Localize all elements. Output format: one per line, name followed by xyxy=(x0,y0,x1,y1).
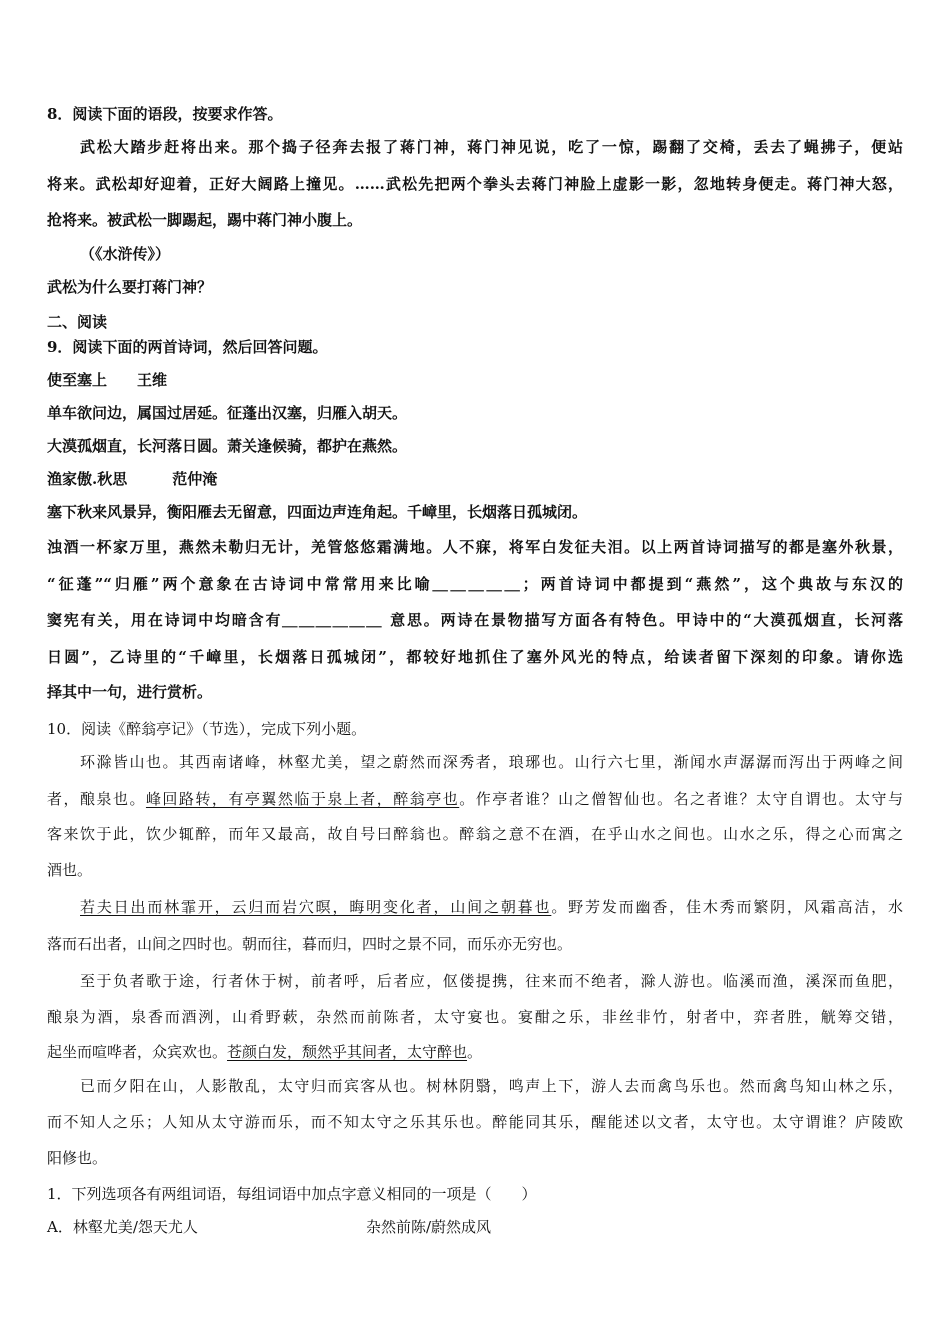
text-line xyxy=(47,277,212,297)
text-segment: 9．阅读下面的两首诗词，然后回答问题。 xyxy=(47,338,328,356)
text-line xyxy=(47,174,903,194)
text-segment: 塞下秋来风景异，衡阳雁去无留意，四面边声连角起。千嶂里，长烟落日孤城闭。 xyxy=(47,503,588,521)
text-segment: 日圆”，乙诗里的“千嶂里，长烟落日孤城闭”，都较好地抓住了塞外风光的特点，给读者留下深刻的印象。请你选 xyxy=(47,648,903,666)
text-segment: 酿泉为酒，泉香而酒洌，山肴野蔌，杂然而前陈者，太守宴也。宴酣之乐，非丝非竹，射者中，弈者胜，觥筹交错， xyxy=(47,1008,903,1026)
text-segment: （《水浒传》） xyxy=(80,245,171,263)
text-segment: 窦宪有关，用在诗词中均暗含有 xyxy=(47,611,283,629)
text-line xyxy=(47,210,362,230)
text-segment: ；两首诗词中都提到“燕然”，这个典故与东汉的 xyxy=(522,575,903,593)
text-line xyxy=(47,1112,903,1132)
text-line xyxy=(80,244,170,264)
text-segment: 杂然前陈/蔚然成风 xyxy=(366,1218,492,1236)
text-segment: 择其中一句，进行赏析。 xyxy=(47,683,213,701)
text-line xyxy=(47,610,903,630)
text-line xyxy=(47,104,282,124)
text-line xyxy=(47,789,903,809)
text-line xyxy=(80,971,903,991)
text-segment: 落而石出者，山间之四时也。朝而往，暮而归，四时之景不同，而乐亦无穷也。 xyxy=(47,935,573,953)
underlined-text: 若夫日出而林霏开，云归而岩穴暝，晦明变化者，山间之朝暮也 xyxy=(80,898,552,916)
text-segment: “征蓬”“归雁”两个意象在古诗词中常常用来比喻 xyxy=(47,575,433,593)
text-segment: 。 xyxy=(467,1043,483,1061)
text-line xyxy=(47,719,366,739)
text-segment: ＿＿＿＿＿ xyxy=(432,575,523,593)
text-line xyxy=(366,1217,491,1237)
text-segment: 将来。武松却好迎着，正好大阔路上撞见。……武松先把两个拳头去蒋门神脸上虚影一影，忽地转身便走。蒋门神大怒， xyxy=(47,175,903,193)
underlined-text: 峰回路转，有亭翼然临于泉上者，醉翁亭也 xyxy=(145,790,460,808)
text-segment: 8．阅读下面的语段，按要求作答。 xyxy=(47,105,283,123)
text-segment: 。野芳发而幽香，佳木秀而繁阴，风霜高洁，水 xyxy=(551,898,903,916)
text-segment: 浊酒一杯家万里，燕然未勒归无计，羌管悠悠霜满地。人不寐，将军白发征夫泪。以上两首诗词描写的都是塞外秋景， xyxy=(47,538,903,556)
text-line xyxy=(80,137,903,157)
text-segment: 客来饮于此，饮少辄醉，而年又最高，故自号曰醉翁也。醉翁之意不在酒，在乎山水之间也。山水之乐，得之心而寓之 xyxy=(47,825,903,843)
text-line xyxy=(47,860,92,880)
text-line xyxy=(80,752,903,772)
text-segment: 抢将来。被武松一脚踢起，踢中蒋门神小腹上。 xyxy=(47,211,363,229)
text-line xyxy=(47,934,572,954)
text-segment: 起坐而喧哗者，众宾欢也。 xyxy=(47,1043,228,1061)
section-heading: 二、阅读 xyxy=(47,313,108,331)
text-line xyxy=(47,682,212,702)
text-segment: 至于负者歌于途，行者休于树，前者呼，后者应，伛偻提携，往来而不绝者，滁人游也。临溪而渔，溪深而鱼肥， xyxy=(80,972,903,990)
text-line xyxy=(47,436,407,456)
text-line xyxy=(47,1007,903,1027)
text-line xyxy=(47,574,903,594)
text-segment: 武松大踏步赶将出来。那个捣子径奔去报了蒋门神，蒋门神见说，吃了一惊，踢翻了交椅，丢去了蝇拂子，便站 xyxy=(80,138,903,156)
underlined-text: 苍颜白发，颓然乎其间者，太守醉也 xyxy=(227,1043,468,1061)
text-segment: 1．下列选项各有两组词语，每组词语中加点字意义相同的一项是（ ） xyxy=(47,1185,537,1203)
text-line xyxy=(47,370,167,390)
text-segment: 者，酿泉也。 xyxy=(47,790,146,808)
text-line xyxy=(47,1042,482,1062)
text-line xyxy=(47,537,903,557)
text-segment: 酒也。 xyxy=(47,861,93,879)
text-line xyxy=(47,1148,107,1168)
text-segment: A．林壑尤美/怨天尤人 xyxy=(47,1218,198,1236)
text-segment: 已而夕阳在山，人影散乱，太守归而宾客从也。树林阴翳，鸣声上下，游人去而禽鸟乐也。然而禽鸟知山林之乐， xyxy=(80,1077,903,1095)
text-segment: ＿＿＿＿＿＿ xyxy=(282,611,384,629)
text-segment: 单车欲问边，属国过居延。征蓬出汉塞，归雁入胡天。 xyxy=(47,404,408,422)
text-line xyxy=(47,502,587,522)
text-line xyxy=(47,824,903,844)
text-line xyxy=(47,1217,198,1237)
text-line xyxy=(47,1184,537,1204)
text-segment: 而不知人之乐；人知从太守游而乐，而不知太守之乐其乐也。醉能同其乐，醒能述以文者，太守也。太守谓谁？庐陵欧 xyxy=(47,1113,903,1131)
text-line xyxy=(80,897,903,917)
text-segment: 阳修也。 xyxy=(47,1149,108,1167)
text-line xyxy=(80,1076,903,1096)
text-segment: 。作亭者谁？山之僧智仙也。名之者谁？太守自谓也。太守与 xyxy=(459,790,903,808)
text-line xyxy=(47,337,327,357)
text-segment: 武松为什么要打蒋门神？ xyxy=(47,278,213,296)
text-line xyxy=(47,403,407,423)
text-segment: 使至塞上 王维 xyxy=(47,371,168,389)
text-segment: 渔家傲.秋思 范仲淹 xyxy=(47,470,218,488)
text-segment: 意思。两诗在景物描写方面各有特色。甲诗中的“大漠孤烟直，长河落 xyxy=(383,611,903,629)
text-line xyxy=(47,469,217,489)
text-segment: 10．阅读《醉翁亭记》（节选），完成下列小题。 xyxy=(47,720,367,738)
text-line xyxy=(47,647,903,667)
text-segment: 环滁皆山也。其西南诸峰，林壑尤美，望之蔚然而深秀者，琅琊也。山行六七里，渐闻水声潺潺而泻出于两峰之间 xyxy=(80,753,903,771)
text-segment: 大漠孤烟直，长河落日圆。萧关逢候骑，都护在燕然。 xyxy=(47,437,408,455)
